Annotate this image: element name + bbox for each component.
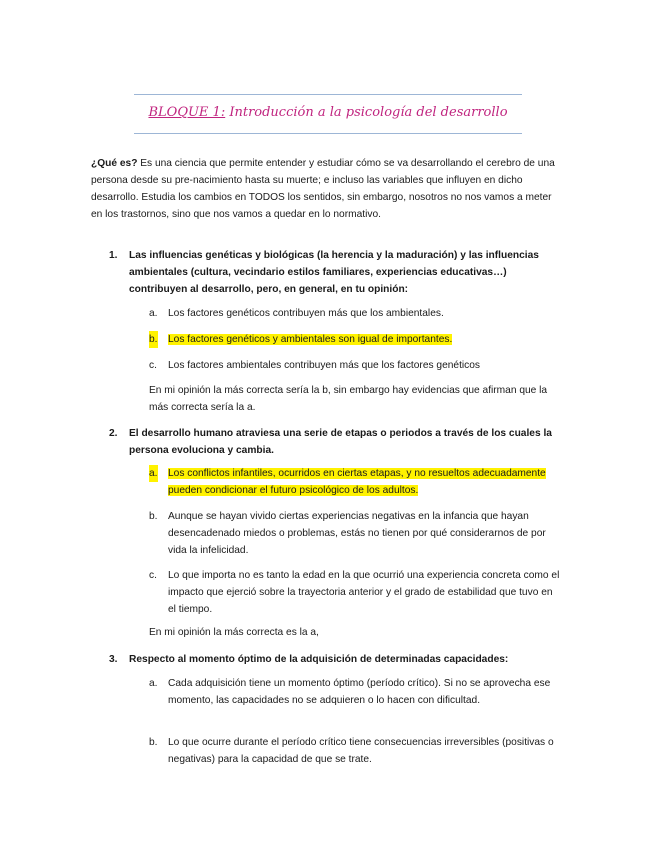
question-3 xyxy=(91,651,561,668)
question-text: El desarrollo humano atraviesa una serie de etapas o periodos a través de los cuales la persona evoluciona y cambia. xyxy=(129,428,552,456)
question-1 xyxy=(91,247,561,298)
intro-text: Es una ciencia que permite entender y estudiar cómo se va desarrollando el cerebro de una persona desde su pre-nacimiento hasta su muerte; e incluso las variables que influyen en dicho desarrollo. Estudia los cambios en TODOS los sentidos, sin embargo, nosotros no nos vamos a meter en los trastornos, sino que nos vamos a quedar en lo normativo. xyxy=(91,158,555,220)
option-letter: b. xyxy=(149,331,158,348)
option-letter: a. xyxy=(149,678,158,689)
option-text-highlighted: Los conflictos infantiles, ocurridos en ciertas etapas, y no resueltos adecuadamente pueden condicionar el futuro psicológico de los adultos. xyxy=(168,468,546,496)
question-2 xyxy=(91,425,561,459)
title-bottom-rule xyxy=(134,133,522,134)
title-rest: Introducción a la psicología del desarrollo xyxy=(225,105,508,120)
page-title xyxy=(134,105,522,120)
question-number: 1. xyxy=(109,250,118,261)
option-letter: b. xyxy=(149,737,158,748)
title-bloque: BLOQUE 1: xyxy=(148,105,226,120)
option-text: Lo que ocurre durante el período crítico tiene consecuencias irreversibles (positivas o negativas) para la capacidad de que se trate. xyxy=(168,737,554,765)
option-letter: b. xyxy=(149,511,158,522)
option-text: Los factores genéticos contribuyen más que los ambientales. xyxy=(168,308,444,319)
option-letter: a. xyxy=(149,465,158,482)
intro-label: ¿Qué es? xyxy=(91,158,138,169)
option-text: Aunque se hayan vivido ciertas experiencias negativas en la infancia que hayan desencadenado miedos o problemas, estás no tienen por qué considerarnos de por vida la infelicidad. xyxy=(168,511,546,556)
option-letter: c. xyxy=(149,360,157,371)
question-text: Las influencias genéticas y biológicas (la herencia y la maduración) y las influencias ambientales (cultura, vecindario estilos familiares, experiencias educativas…) contribuyen al desarrollo, pero, en general, en tu opinión: xyxy=(129,250,539,295)
title-top-rule xyxy=(134,94,522,95)
intro-paragraph xyxy=(91,155,561,223)
question-number: 3. xyxy=(109,654,118,665)
option-text: Los factores ambientales contribuyen más que los factores genéticos xyxy=(168,360,481,371)
question-2-opinion: En mi opinión la más correcta es la a, xyxy=(149,627,319,638)
title-block xyxy=(134,94,522,134)
option-text: Cada adquisición tiene un momento óptimo (período crítico). Si no se aprovecha ese momento, las capacidades no se adquieren o lo hacen con dificultad. xyxy=(168,678,551,706)
question-number: 2. xyxy=(109,428,118,439)
question-text: Respecto al momento óptimo de la adquisición de determinadas capacidades: xyxy=(129,654,509,665)
option-text: Lo que importa no es tanto la edad en la que ocurrió una experiencia concreta como el impacto que ejerció sobre la trayectoria anterior y el grado de estabilidad que tuvo en el tiempo. xyxy=(168,570,560,615)
question-1-opinion: En mi opinión la más correcta sería la b, sin embargo hay evidencias que afirman que la más correcta sería la a. xyxy=(149,385,548,413)
option-letter: a. xyxy=(149,308,158,319)
option-text-highlighted: Los factores genéticos y ambientales son igual de importantes. xyxy=(168,334,453,345)
option-letter: c. xyxy=(149,570,157,581)
